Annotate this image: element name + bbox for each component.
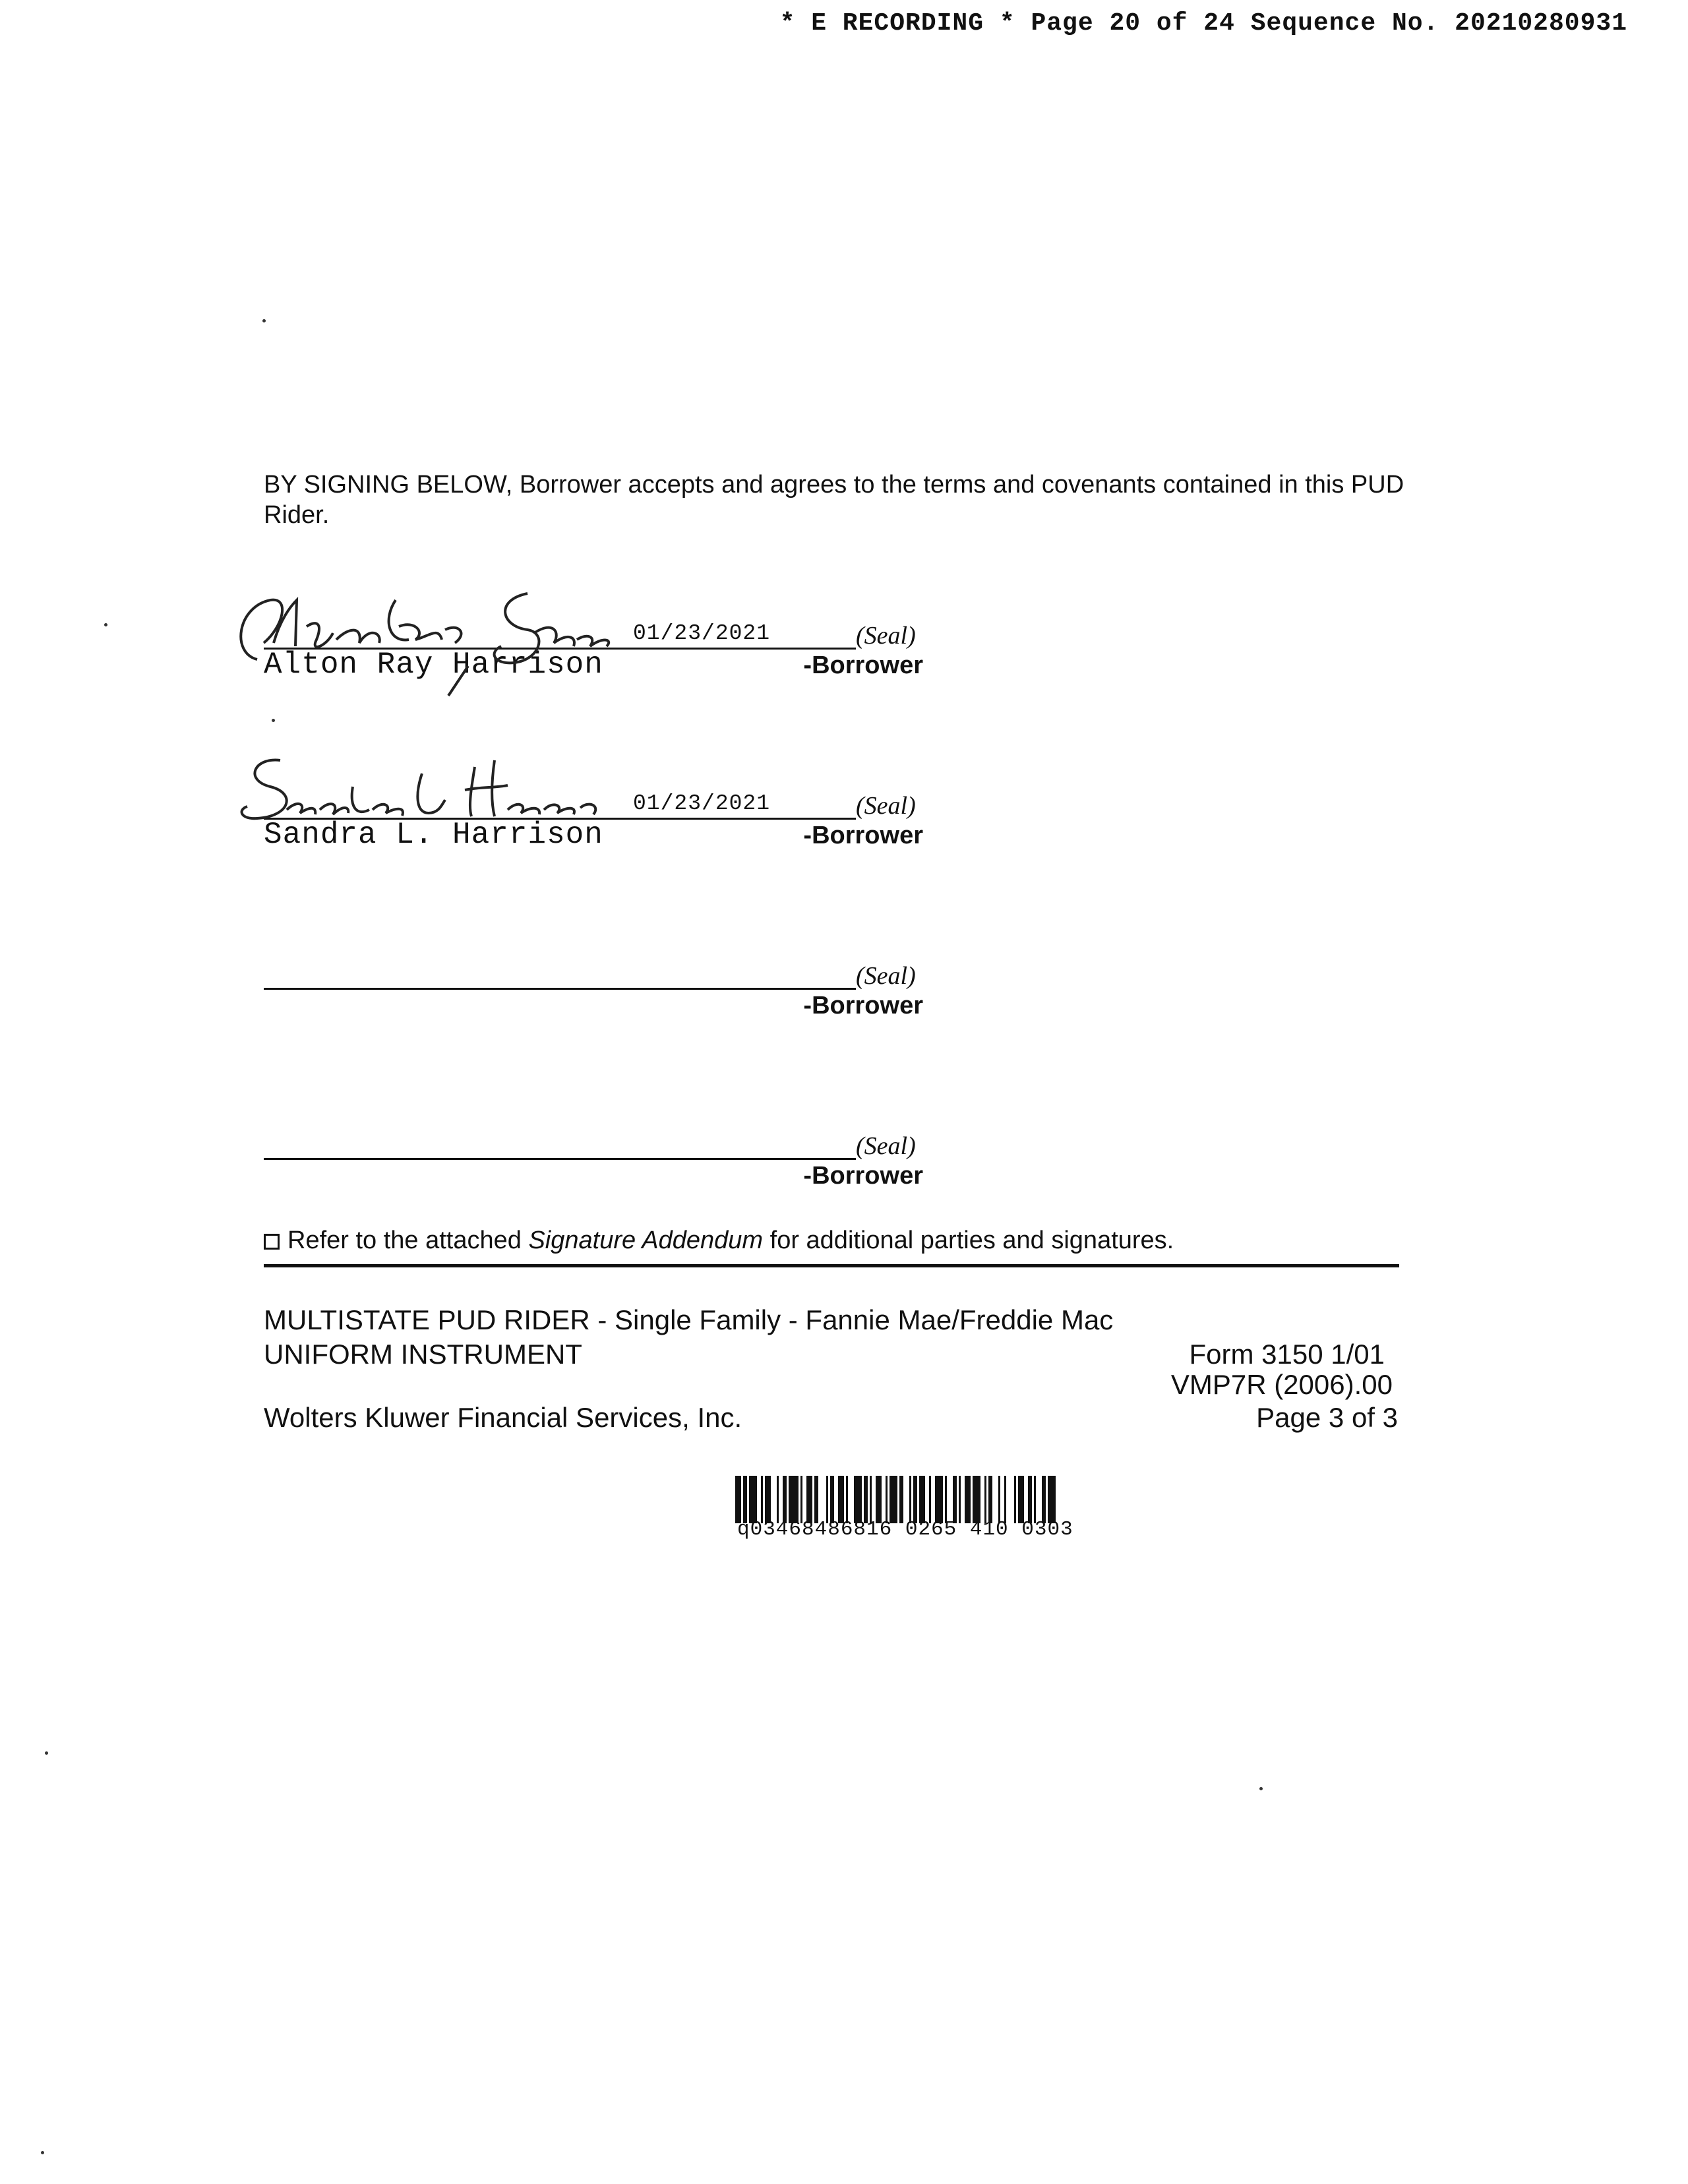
barcode-bar [826,1476,828,1523]
signature-block-4 [264,1124,923,1190]
barcode-bar [1014,1476,1016,1523]
barcode-bar [735,1476,741,1523]
barcode-bar [929,1476,931,1523]
form-number: Form 3150 1/01 [1189,1339,1385,1370]
barcode-bar [899,1476,903,1523]
addendum-prefix: Refer to the attached [287,1227,529,1254]
footer-divider [264,1264,1399,1267]
addendum-emphasis: Signature Addendum [528,1227,764,1254]
barcode-bar [973,1476,980,1523]
barcode-bar [965,1476,971,1523]
barcode-bar [889,1476,897,1523]
page-number: Page 3 of 3 [1256,1402,1398,1433]
barcode-bar [838,1476,844,1523]
seal-label: (Seal) [856,792,916,820]
barcode-bar [909,1476,911,1523]
barcode-bar [870,1476,872,1523]
barcode-bar [789,1476,799,1523]
barcode-bar [959,1476,961,1523]
signature-addendum-note [264,1227,1174,1255]
recording-header: * E RECORDING * Page 20 of 24 Sequence No. 20210280931 [779,9,1627,38]
borrower-label: -Borrower [803,1162,923,1190]
barcode-bar [998,1476,1000,1523]
scan-speck [262,319,266,322]
barcode-bar [864,1476,868,1523]
barcode-bar [1028,1476,1032,1523]
instrument-label: UNIFORM INSTRUMENT [264,1339,582,1370]
barcode-bar [1004,1476,1006,1523]
barcode [735,1476,1184,1523]
barcode-bar [1042,1476,1046,1523]
signature-block-3 [264,954,923,1019]
scan-speck [104,623,107,626]
barcode-bar [830,1476,834,1523]
signature-date: 01/23/2021 [633,621,771,646]
seal-label: (Seal) [856,1132,916,1160]
signature-block-2 [264,783,923,852]
barcode-bar [806,1476,812,1523]
barcode-bar [761,1476,763,1523]
barcode-bar [913,1476,917,1523]
signature-line [264,1158,856,1160]
seal-label: (Seal) [856,962,916,990]
barcode-bar [854,1476,862,1523]
signature-line [264,988,856,990]
barcode-bar [886,1476,888,1523]
barcode-bar [743,1476,747,1523]
addendum-suffix: for additional parties and signatures. [763,1227,1174,1254]
barcode-bar [749,1476,757,1523]
barcode-bar [988,1476,992,1523]
signature-date: 01/23/2021 [633,791,771,816]
borrower-label: -Borrower [803,652,923,679]
seal-label: (Seal) [856,622,916,650]
signature-block-1 [264,613,923,682]
barcode-bar [846,1476,848,1523]
barcode-bar [777,1476,779,1523]
barcode-bar [876,1476,882,1523]
barcode-text: q03468486816 0265 410 0303 [737,1518,1073,1541]
borrower-label: -Borrower [803,992,923,1019]
scan-speck [41,2151,44,2154]
barcode-bar [800,1476,802,1523]
printed-borrower-name: Sandra L. Harrison [264,818,603,852]
barcode-bar [783,1476,787,1523]
barcode-bar [814,1476,818,1523]
barcode-bar [765,1476,771,1523]
addendum-checkbox[interactable] [264,1234,280,1250]
barcode-bar [935,1476,943,1523]
borrower-label: -Borrower [803,822,923,849]
barcode-bar [945,1476,947,1523]
barcode-bar [984,1476,986,1523]
barcode-bar [1018,1476,1024,1523]
scan-speck [45,1751,48,1755]
scan-speck [1259,1787,1263,1790]
scan-speck [272,719,275,722]
signing-statement: BY SIGNING BELOW, Borrower accepts and agrees to the terms and covenants contained in this PUD Rider. [264,471,1404,529]
barcode-bar [919,1476,925,1523]
barcode-bar [1048,1476,1056,1523]
form-title: MULTISTATE PUD RIDER - Single Family - Fannie Mae/Freddie Mac [264,1304,1114,1335]
publisher: Wolters Kluwer Financial Services, Inc. [264,1402,742,1433]
vmp-code: VMP7R (2006).00 [1170,1369,1393,1400]
barcode-bar [1034,1476,1036,1523]
barcode-bar [953,1476,957,1523]
printed-borrower-name: Alton Ray Harrison [264,648,603,682]
